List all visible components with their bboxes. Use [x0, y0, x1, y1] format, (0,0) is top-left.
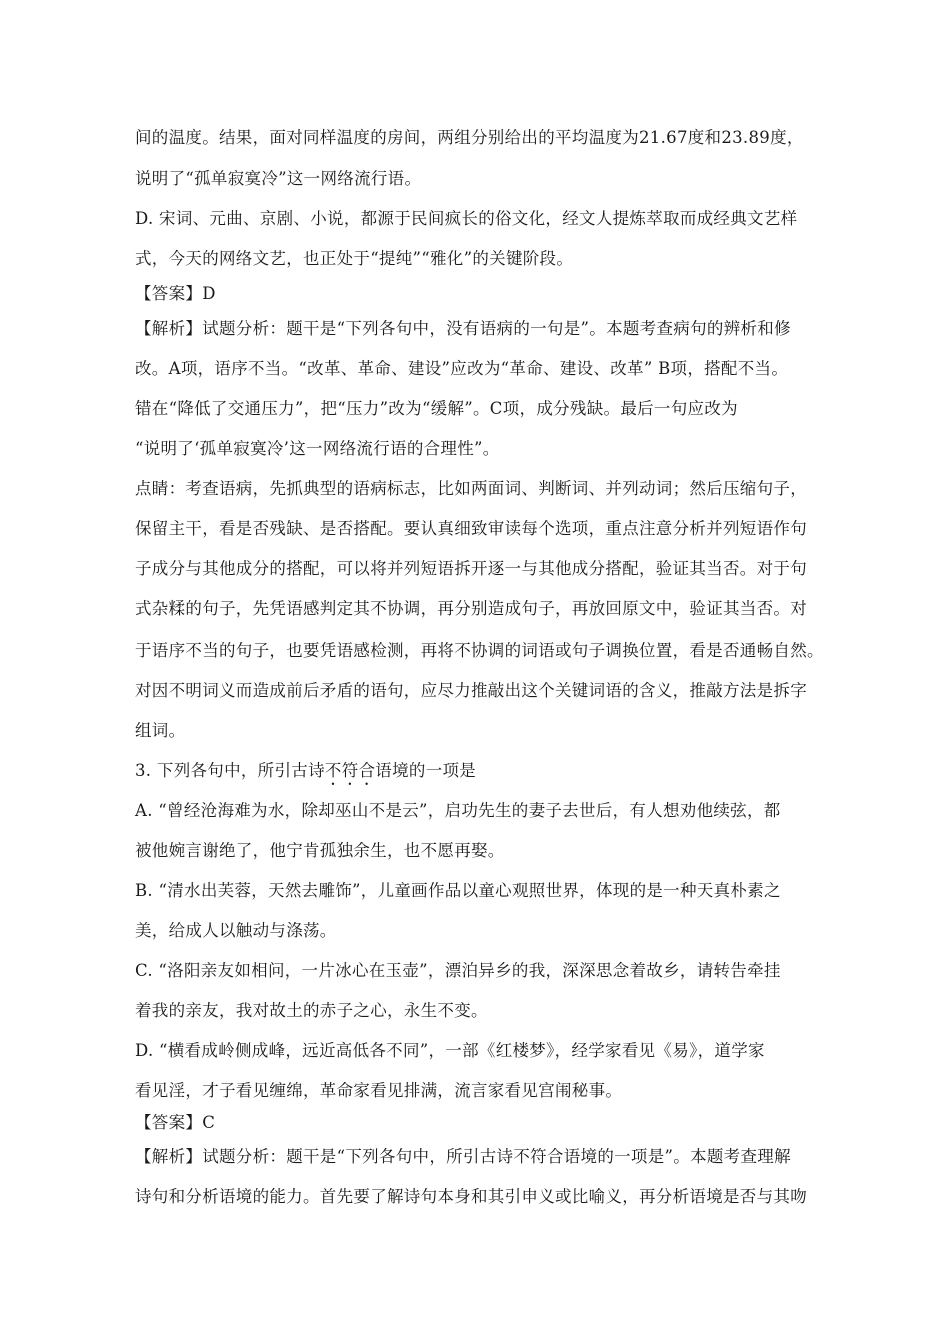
text-line: 于语序不当的句子，也要凭语感检测，再将不协调的词语或句子调换位置，看是否通畅自然。 — [135, 641, 824, 660]
comment-line: 点睛：考查语病，先抓典型的语病标志，比如两面词、判断词、并列动词；然后压缩句子， — [135, 479, 807, 498]
text-line: 组词。 — [135, 721, 186, 740]
option-b-cont: 美，给成人以触动与涤荡。 — [135, 921, 337, 940]
option-a: A. “曾经沧海难为水，除却巫山不是云”，启功先生的妻子去世后，有人想劝他续弦，都 — [135, 801, 781, 820]
option-b: B. “清水出芙蓉，天然去雕饰”，儿童画作品以童心观照世界，体现的是一种天真朴素之 — [135, 881, 781, 900]
option-c-cont: 着我的亲友，我对故土的赤子之心，永生不变。 — [135, 1001, 488, 1020]
text-line: 说明了“孤单寂寞冷”这一网络流行语。 — [135, 169, 422, 188]
question-prefix: 3. 下列各句中，所引古诗 — [135, 761, 325, 780]
question-suffix: 语境的一项是 — [375, 761, 477, 780]
text-line: 式，今天的网络文艺，也正处于“提纯”“雅化”的关键阶段。 — [135, 249, 574, 268]
text-line: 式杂糅的句子，先凭语感判定其不协调，再分别造成句子，再放回原文中，验证其当否。对 — [135, 599, 807, 618]
analysis-line: 【解析】试题分析：题干是“下列各句中，没有语病的一句是”。本题考查病句的辨析和修 — [135, 319, 791, 338]
option-c: C. “洛阳亲友如相问，一片冰心在玉壶”，漂泊异乡的我，深深思念着故乡，请转告牵挂 — [135, 961, 781, 980]
answer-label: 【答案】D — [135, 284, 216, 303]
answer-label: 【答案】C — [135, 1113, 216, 1132]
text-line: 错在“降低了交通压力”，把“压力”改为“缓解”。C项，成分残缺。最后一句应改为 — [135, 399, 738, 418]
text-line: 对因不明词义而造成前后矛盾的语句，应尽力推敲出这个关键词语的含义，推敲方法是拆字 — [135, 681, 807, 700]
text-line: 改。A项，语序不当。“改革、革命、建设”应改为“革命、建设、改革” B项，搭配不当。 — [135, 359, 789, 378]
text-line: 保留主干，看是否残缺、是否搭配。要认真细致审读每个选项，重点注意分析并列短语作句 — [135, 519, 807, 538]
text-line: “说明了‘孤单寂寞冷’这一网络流行语的合理性”。 — [135, 439, 500, 458]
text-line: 间的温度。结果，面对同样温度的房间，两组分别给出的平均温度为21.67度和23.89度， — [135, 128, 804, 147]
question-3-stem — [135, 760, 830, 789]
option-a-cont: 被他婉言谢绝了，他宁肯孤独余生，也不愿再娶。 — [135, 841, 505, 860]
text-line: 子成分与其他成分的搭配，可以将并列短语拆开逐一与其他成分搭配，验证其当否。对于句 — [135, 559, 807, 578]
option-d: D. “横看成岭侧成峰，远近高低各不同”，一部《红楼梦》，经学家看见《易》，道学家 — [135, 1041, 765, 1060]
text-line: 诗句和分析语境的能力。首先要了解诗句本身和其引申义或比喻义，再分析语境是否与其吻 — [135, 1187, 807, 1206]
option-d-cont: 看见淫，才子看见缠绵，革命家看见排满，流言家看见宫闱秘事。 — [135, 1081, 623, 1100]
text-line: D. 宋词、元曲、京剧、小说，都源于民间疯长的俗文化，经文人提炼萃取而成经典文艺样 — [135, 209, 798, 228]
question-emphasis: 不符合 — [324, 761, 376, 780]
analysis-line: 【解析】试题分析：题干是“下列各句中，所引古诗不符合语境的一项是”。本题考查理解 — [135, 1147, 791, 1166]
